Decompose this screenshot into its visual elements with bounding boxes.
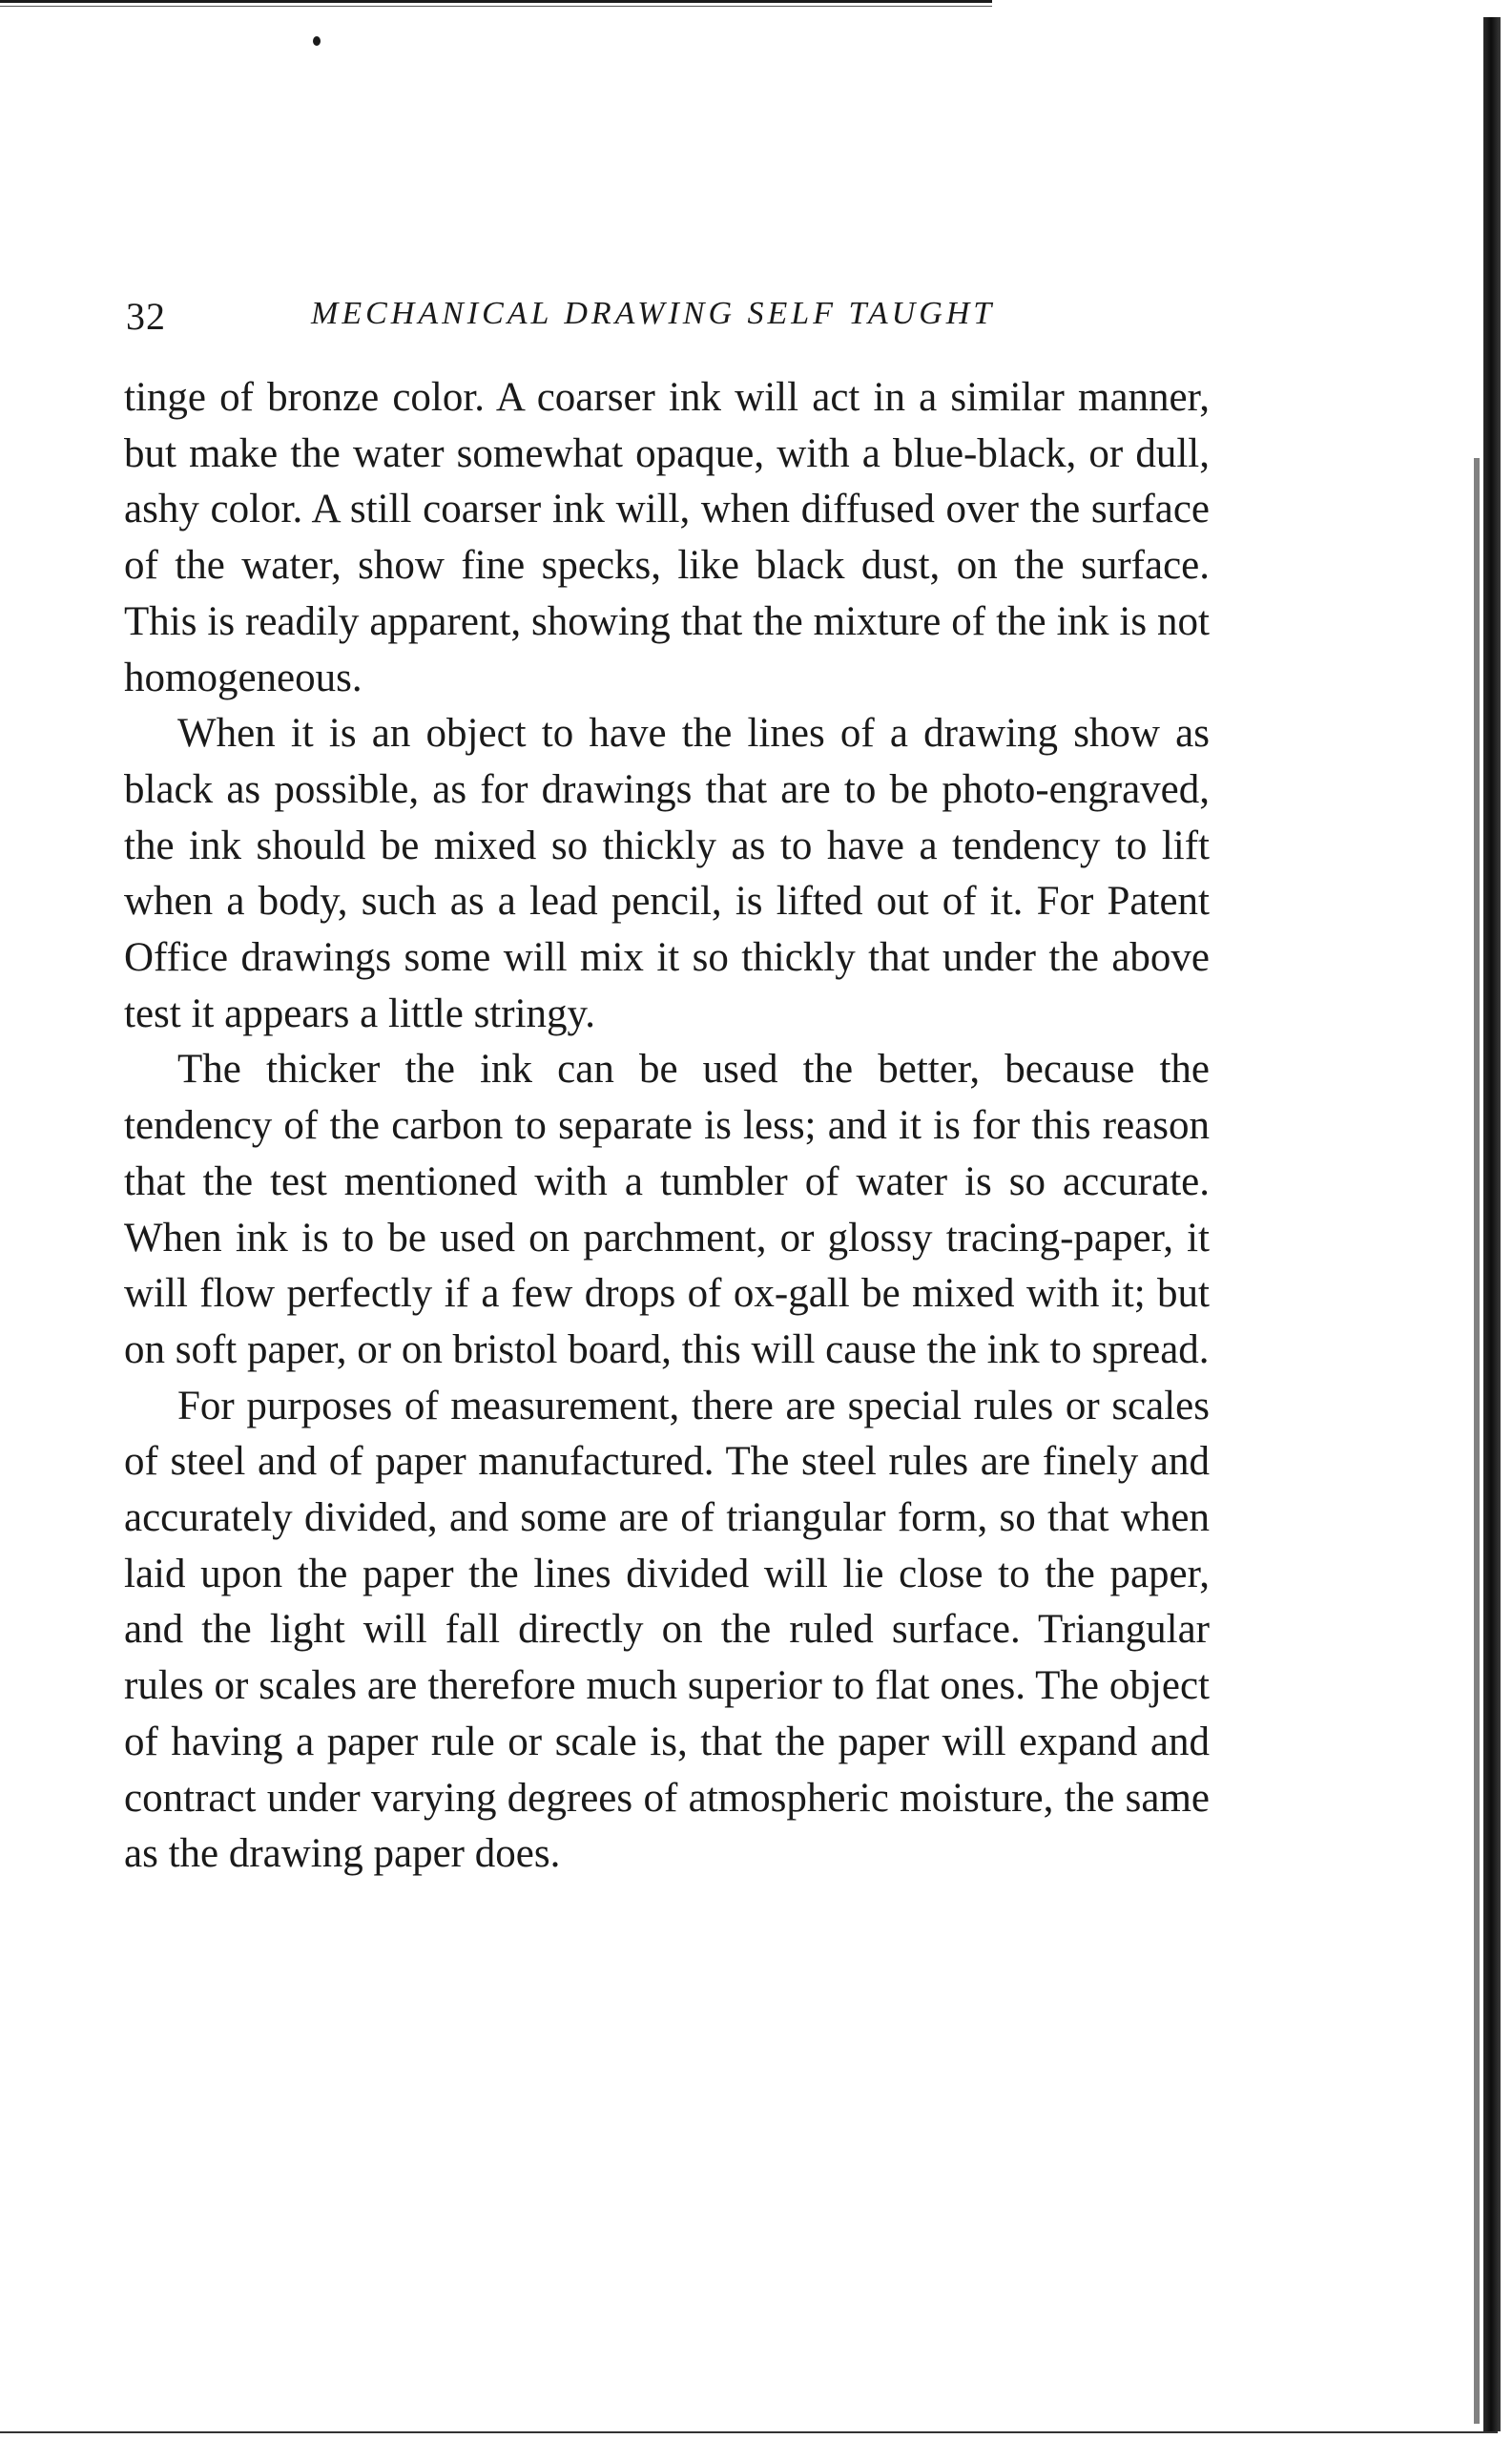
scan-top-edge (0, 0, 992, 3)
scan-speck (313, 36, 321, 46)
paragraph-1: tinge of bronze color. A coarser ink will act in a similar manner, but make the water somewhat opaque, with a blue-black, or dull, ashy color. A still coarser ink will, when diffused over the surface of the water, show fine specks, like black dust, on the surface. This is readily apparent, showing that the mixture of the ink is not homogeneous. (124, 375, 1210, 700)
running-head: MECHANICAL DRAWING SELF TAUGHT (311, 296, 996, 331)
paragraph-4: For purposes of measurement, there are special rules or scales of steel and of paper manufactured. The steel rules are finely and accurately divided, and some are of triangular form, so that when laid upon the paper the lines divided will lie close to the paper, and the light will fall directly on the ruled surface. Triangular rules or scales are therefore much superior to flat ones. The object of having a paper rule or scale is, that the paper will expand and contract under varying degrees of atmospheric moisture, the same as the drawing paper does. (124, 1383, 1210, 1877)
paragraph-3: The thicker the ink can be used the better, because the tendency of the carbon to separate is less; and it is for this reason that the test mentioned with a tumbler of water is so accurate. When ink is to be used on parchment, or glossy tracing-paper, it will flow perfectly if a few drops of ox-gall be mixed with it; but on soft paper, or on bristol board, this will cause the ink to spread. (124, 1047, 1210, 1372)
page-binding-shadow (1474, 458, 1480, 2424)
body-text (124, 370, 1210, 1883)
scan-bottom-edge (0, 2431, 1498, 2433)
scan-top-edge-thin (0, 6, 992, 7)
paragraph-2: When it is an object to have the lines of a drawing show as black as possible, as for drawings that are to be photo-engraved, the ink should be mixed so thickly as to have a tendency to lift when a body, such as a lead pencil, is lifted out of it. For Patent Office drawings some will mix it so thickly that under the above test it appears a little stringy. (124, 711, 1210, 1036)
page-binding-edge (1483, 17, 1501, 2431)
page-number: 32 (126, 295, 166, 338)
